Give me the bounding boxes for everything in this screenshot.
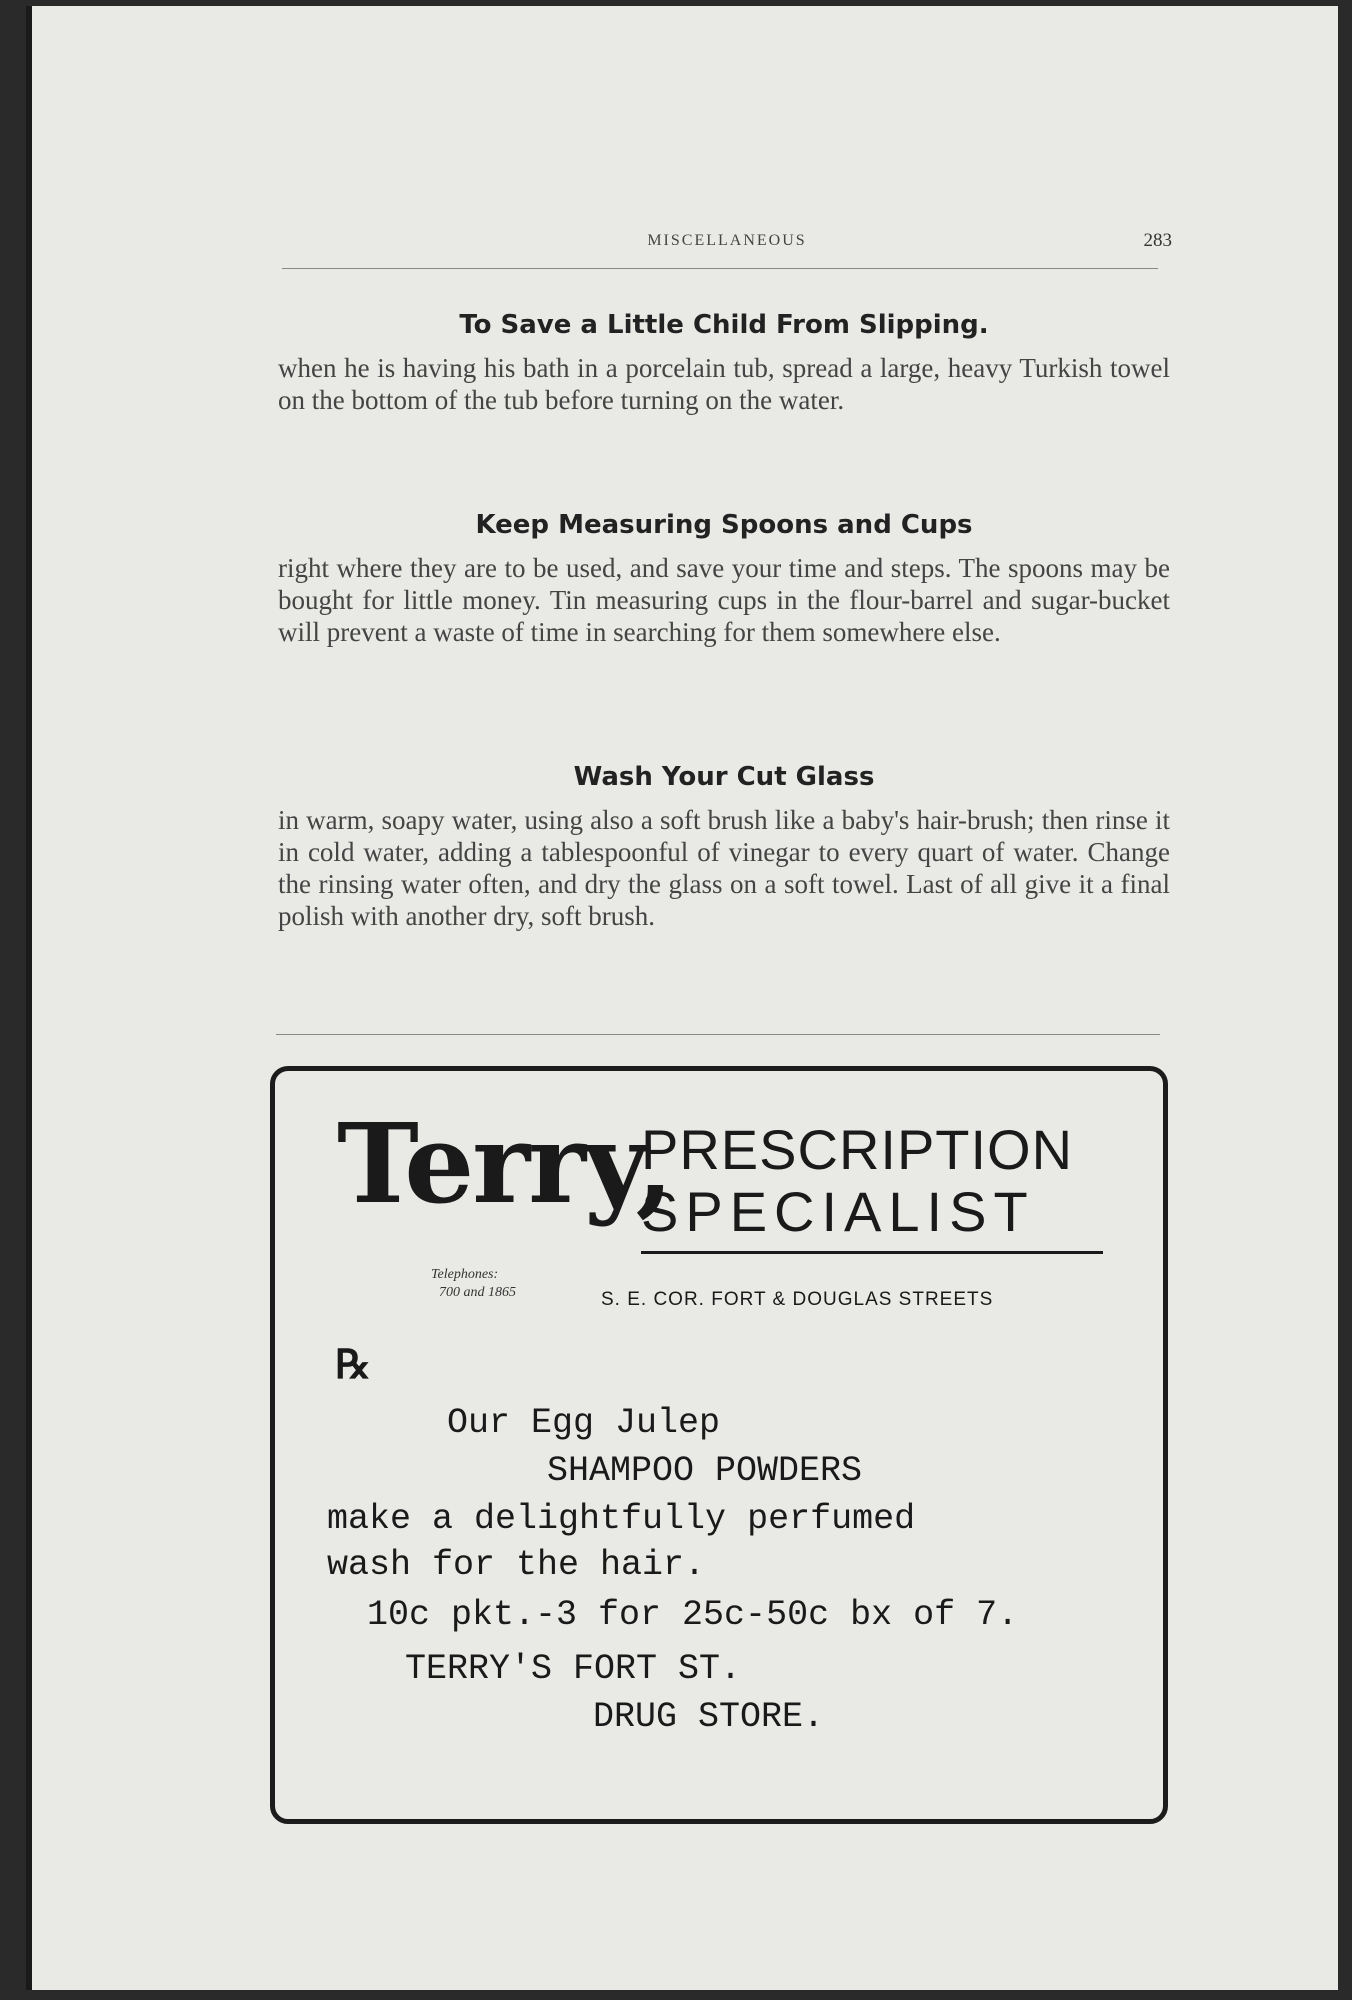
ad-line-hair-wash: wash for the hair. <box>327 1545 706 1585</box>
section-body: in warm, soapy water, using also a soft brush like a baby's hair-brush; then rinse it in cold water, adding a tablespoonful of vinegar to every quart of water. Change the rinsing water often, and dry the glass on a soft towel. Last of all give it a final polish with another dry, soft brush. <box>278 805 1170 931</box>
page-number: 283 <box>1143 230 1172 251</box>
terry-advertisement <box>270 1066 1168 1824</box>
section-body: when he is having his bath in a porcelain tub, spread a large, heavy Turkish towel on the bottom of the tub before turning on the water. <box>278 353 1170 415</box>
ad-line-shampoo-powders: SHAMPOO POWDERS <box>547 1451 863 1491</box>
section-heading: Keep Measuring Spoons and Cups <box>475 510 973 540</box>
ad-line-drug-store: DRUG STORE. <box>593 1697 825 1737</box>
telephones-label: Telephones: <box>431 1267 499 1282</box>
running-title: MISCELLANEOUS <box>647 232 807 249</box>
section-child-slipping <box>278 310 1170 416</box>
section-cut-glass <box>278 762 1170 932</box>
telephone-numbers: 700 and 1865 <box>439 1285 516 1300</box>
page-header <box>282 228 1172 268</box>
ad-title-specialist: SPECIALIST <box>641 1180 1035 1243</box>
header-rule <box>282 268 1158 269</box>
ad-line-perfumed: make a delightfully perfumed <box>327 1499 916 1539</box>
section-measuring-spoons <box>278 510 1170 648</box>
ad-line-prices: 10c pkt.-3 for 25c-50c bx of 7. <box>367 1595 1019 1635</box>
ad-line-terrys-fort-st: TERRY'S FORT ST. <box>405 1649 742 1689</box>
section-divider-rule <box>276 1034 1160 1035</box>
rx-symbol-icon: ℞ <box>335 1341 371 1388</box>
title-underline <box>641 1251 1103 1254</box>
ad-title-prescription: PRESCRIPTION <box>641 1118 1074 1181</box>
store-address: S. E. COR. FORT & DOUGLAS STREETS <box>601 1289 994 1310</box>
section-body: right where they are to be used, and save your time and steps. The spoons may be bought for little money. Tin measuring cups in the flour-barrel and sugar-bucket will prevent a waste of time in searching for them somewhere else. <box>278 553 1170 647</box>
brand-logo: Terry, <box>337 1099 672 1228</box>
book-page <box>26 6 1338 1990</box>
ad-line-egg-julep: Our Egg Julep <box>447 1403 721 1443</box>
section-heading: To Save a Little Child From Slipping. <box>459 310 989 340</box>
section-heading: Wash Your Cut Glass <box>573 762 875 792</box>
